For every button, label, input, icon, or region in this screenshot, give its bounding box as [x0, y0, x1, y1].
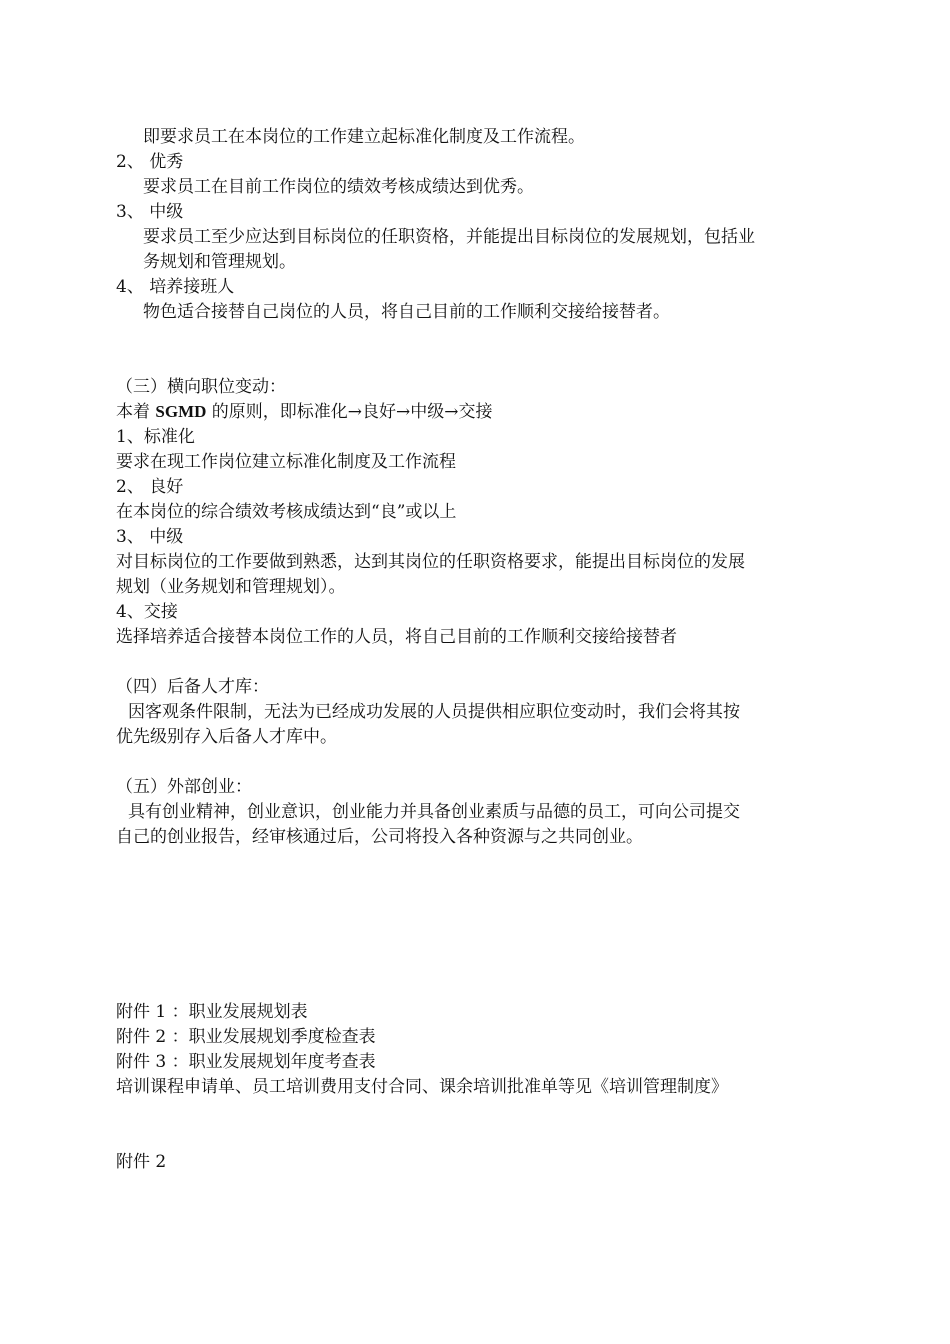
- text-fragment: 的原则，即标准化→良好→中级→交接: [206, 402, 493, 422]
- text-line: 规划（业务规划和管理规划）。: [116, 577, 346, 597]
- text-line: 具有创业精神，创业意识，创业能力并具备创业素质与品德的员工，可向公司提交: [128, 802, 740, 822]
- text-line: 自己的创业报告，经审核通过后，公司将投入各种资源与之共同创业。: [116, 827, 643, 847]
- text-line: 物色适合接替自己岗位的人员，将自己目前的工作顺利交接给接替者。: [143, 302, 670, 322]
- section-heading: （四）后备人才库：: [116, 677, 269, 697]
- text-line: 对目标岗位的工作要做到熟悉，达到其岗位的任职资格要求，能提出目标岗位的发展: [116, 552, 745, 572]
- text-line: 即要求员工在本岗位的工作建立起标准化制度及工作流程。: [143, 127, 585, 147]
- text-line: 务规划和管理规划。: [143, 252, 296, 272]
- section-heading: （三）横向职位变动：: [116, 377, 286, 397]
- attachment-title: 附件 2: [116, 1152, 167, 1172]
- list-heading: 4、交接: [116, 602, 178, 622]
- text-line: 因客观条件限制，无法为已经成功发展的人员提供相应职位变动时，我们会将其按: [128, 702, 740, 722]
- section-heading: （五）外部创业：: [116, 777, 252, 797]
- text-line: 要求在现工作岗位建立标准化制度及工作流程: [116, 452, 456, 472]
- text-line: 要求员工至少应达到目标岗位的任职资格，并能提出目标岗位的发展规划，包括业: [143, 227, 755, 247]
- list-heading: 2、 良好: [116, 477, 184, 497]
- text-line: 培训课程申请单、员工培训费用支付合同、课余培训批准单等见《培训管理制度》: [116, 1077, 728, 1097]
- text-line: 在本岗位的综合绩效考核成绩达到“良”或以上: [116, 502, 457, 522]
- text-line: [116, 401, 493, 423]
- list-heading: 3、 中级: [116, 527, 184, 547]
- attachment-item: 附件 3 ：职业发展规划年度考查表: [116, 1052, 376, 1072]
- text-fragment: 本着: [116, 402, 156, 422]
- list-heading: 2、 优秀: [116, 152, 184, 172]
- attachment-item: 附件 2 ：职业发展规划季度检查表: [116, 1027, 376, 1047]
- attachment-item: 附件 1 ：职业发展规划表: [116, 1002, 308, 1022]
- list-heading: 4、 培养接班人: [116, 277, 235, 297]
- list-heading: 1、标准化: [116, 427, 195, 447]
- bold-term: SGMD: [155, 402, 207, 421]
- text-line: 优先级别存入后备人才库中。: [116, 727, 337, 747]
- text-line: 要求员工在目前工作岗位的绩效考核成绩达到优秀。: [143, 177, 534, 197]
- list-heading: 3、 中级: [116, 202, 184, 222]
- text-line: 选择培养适合接替本岗位工作的人员，将自己目前的工作顺利交接给接替者: [116, 627, 677, 647]
